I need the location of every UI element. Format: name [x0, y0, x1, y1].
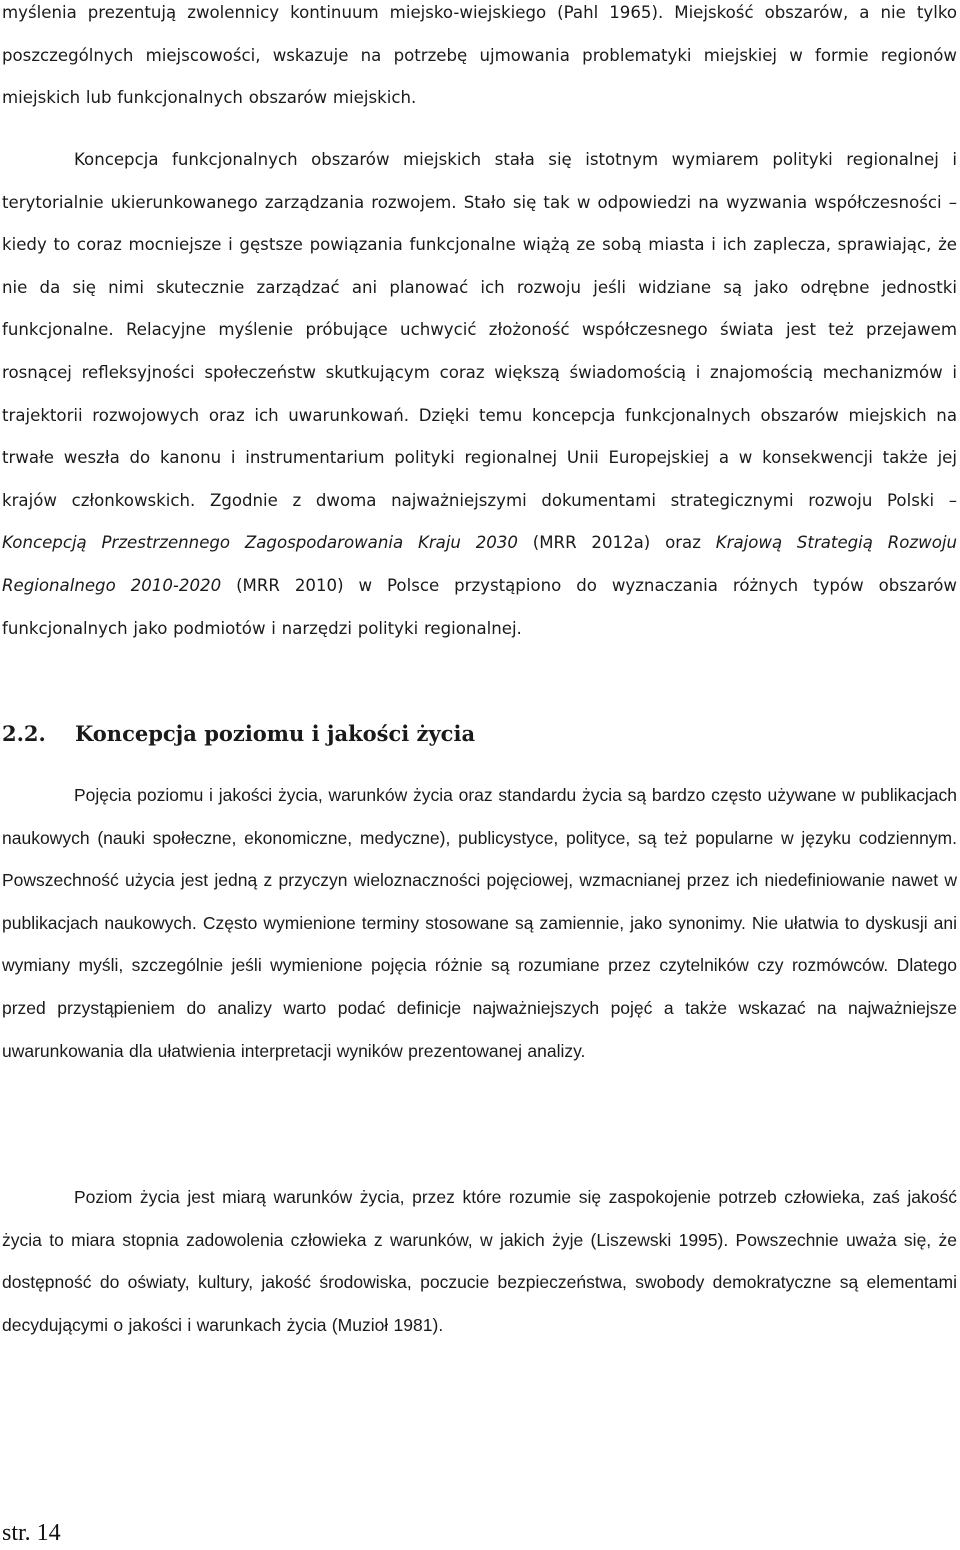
paragraph-text: Koncepcja funkcjonalnych obszarów miejskich stała się istotnym wymiarem polityki regionalnej i terytorialnie ukierunkowanego zarządzania rozwojem. Stało się tak w odpowiedzi na wyzwania współczesności – kiedy to coraz mocniejsze i gęstsze powiązania funkcjonalne wiążą ze sobą miasta i ich zaplecza, sprawiając, że nie da się nimi skutecznie zarządzać ani planować ich rozwoju jeśli widziane są jako odrębne jednostki funkcjonalne. Relacyjne myślenie próbujące uchwycić złożoność współczesnego świata jest też przejawem rosnącej refleksyjności społeczeństw skutkującym coraz większą świadomością i znajomością mechanizmów i trajektorii rozwojowych oraz ich uwarunkowań. Dzięki temu koncepcja funkcjonalnych obszarów miejskich na trwałe weszła do kanonu i instrumentarium polityki regionalnej Unii Europejskiej a w konsekwencji także jej krajów członkowskich. Zgodnie z dwoma najważniejszymi dokumentami strategicznymi rozwoju Polski – [2, 150, 957, 510]
paragraph-living-standard [2, 1176, 957, 1346]
document-title-ksrr: Krajową Strategią Rozwoju Regionalnego 2010-2020 [2, 533, 957, 595]
section-heading [2, 714, 475, 754]
section-title: Koncepcja poziomu i jakości życia [75, 721, 476, 746]
paragraph-text: (MRR 2010) w Polsce przystąpiono do wyznaczania różnych typów obszarów funkcjonalnych jako podmiotów i narzędzi polityki regionalnej. [2, 575, 958, 638]
paragraph-text: Poziom życia jest miarą warunków życia, przez które rozumie się zaspokojenie potrzeb człowieka, zaś jakość życia to miara stopnia zadowolenia człowieka z warunków, w jakich żyje (Liszewski 1995). Powszechnie uważa się, że dostępność do oświaty, kultury, jakość środowiska, poczucie bezpieczeństwa, swobody demokratyczne są elementami decydującymi o jakości i warunkach życia (Muzioł 1981). [2, 1187, 957, 1335]
paragraph-text: Pojęcia poziomu i jakości życia, warunków życia oraz standardu życia są bardzo często używane w publikacjach naukowych (nauki społeczne, ekonomiczne, medyczne), publicystyce, polityce, są też popularne w języku codziennym. Powszechność użycia jest jedną z przyczyn wieloznaczności pojęciowej, wzmacnianej przez ich niedefiniowanie nawet w publikacjach naukowych. Często wymienione terminy stosowane są zamiennie, jako synonimy. Nie ułatwia to dyskusji ani wymiany myśli, szczególnie jeśli wymienione pojęcia różnie są rozumiane przez czytelników czy rozmówców. Dlatego przed przystąpieniem do analizy warto podać definicje najważniejszych pojęć a także wskazać na najważniejsze uwarunkowania dla ułatwienia interpretacji wyników prezentowanej analizy. [2, 785, 957, 1061]
paragraph-continuation: myślenia prezentują zwolennicy kontinuum miejsko-wiejskiego (Pahl 1965). Miejskość obszarów, a nie tylko poszczególnych miejscowości, wskazuje na potrzebę ujmowania problematyki miejskiej w formie regionów miejskich lub funkcjonalnych obszarów miejskich. [2, 3, 957, 107]
page-number: str. 14 [2, 1520, 61, 1546]
document-title-kpzk: Koncepcją Przestrzennego Zagospodarowania Kraju 2030 [2, 533, 518, 553]
paragraph-functional-areas [2, 139, 957, 650]
paragraph-text: (MRR 2012a) oraz [532, 533, 701, 553]
paragraph-concepts [2, 774, 957, 1072]
section-number: 2.2. [2, 721, 46, 746]
